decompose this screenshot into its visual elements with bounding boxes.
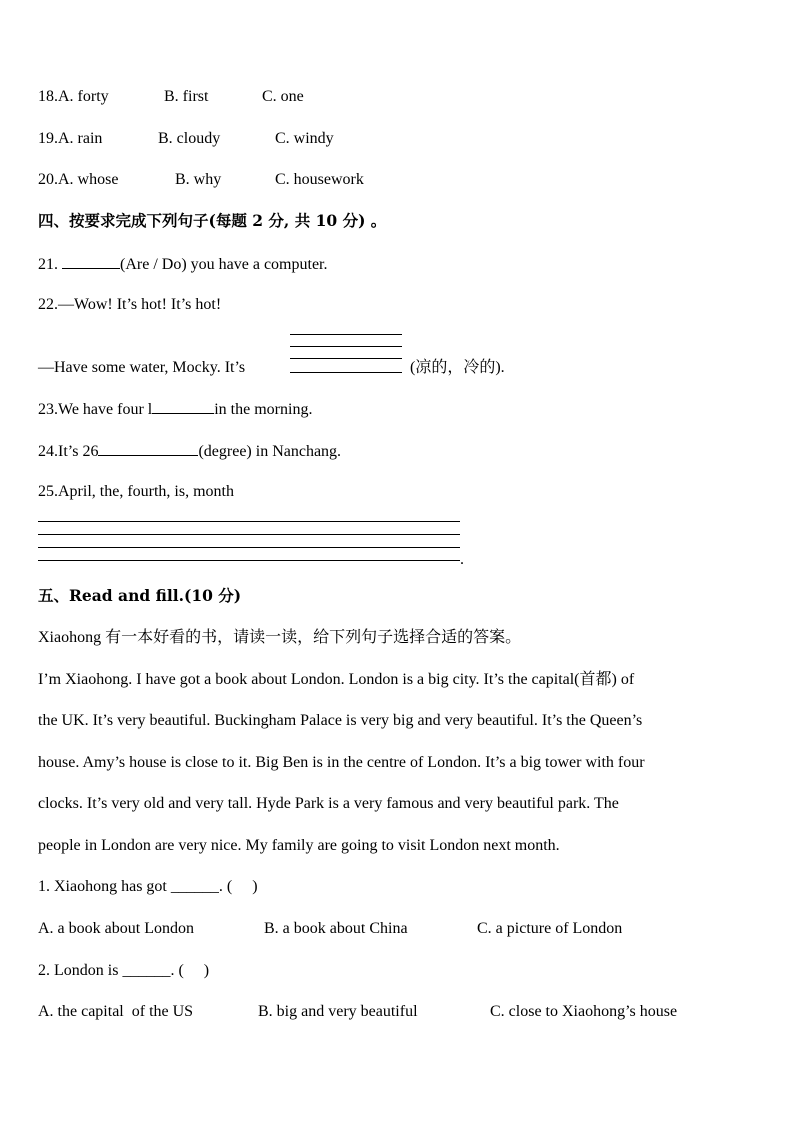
question-number: 20. — [38, 171, 58, 188]
question-text: It’s 26 — [58, 443, 99, 460]
question-21 — [38, 254, 327, 275]
option-a: A. a book about London — [38, 920, 194, 937]
answer-line — [290, 334, 402, 335]
option-c: C. a picture of London — [477, 920, 623, 937]
question-number: 21. — [38, 256, 58, 273]
answer-line — [290, 358, 402, 359]
question-number: 23. — [38, 401, 58, 418]
passage-line: people in London are very nice. My family are going to visit London next month. — [38, 837, 560, 854]
answer-blank[interactable] — [152, 399, 214, 414]
question-text: in the morning. — [214, 401, 313, 418]
passage-line: I’m Xiaohong. I have got a book about London. London is a big city. It’s the capital(首都) of — [38, 671, 635, 688]
question-number: 19. — [38, 130, 58, 147]
question-19 — [38, 129, 102, 149]
option-b: B. big and very beautiful — [258, 1003, 418, 1020]
option-c: C. one — [262, 88, 304, 105]
answer-blank[interactable] — [98, 441, 198, 456]
passage-line: house. Amy’s house is close to it. Big Ben is in the centre of London. It’s a big tower with four — [38, 754, 645, 771]
question-23 — [38, 399, 312, 420]
option-a: A. whose — [58, 171, 119, 188]
sentence-end-period: . — [460, 551, 464, 568]
question-text: (Are / Do) you have a computer. — [120, 256, 328, 273]
question-24 — [38, 441, 341, 462]
question-20 — [38, 170, 118, 190]
question-text: April, the, fourth, is, month — [58, 483, 234, 500]
option-c: C. housework — [275, 171, 364, 188]
question-number: 25. — [38, 483, 58, 500]
option-b: B. cloudy — [158, 130, 221, 147]
dialogue-line: —Have some water, Mocky. It’s — [38, 359, 246, 376]
option-c: C. close to Xiaohong’s house — [490, 1003, 678, 1020]
option-c: C. windy — [275, 130, 334, 147]
option-b: B. a book about China — [264, 920, 408, 937]
answer-blank[interactable] — [290, 372, 402, 373]
hint-text: (凉的，冷的). — [410, 359, 505, 376]
reading-question-2: 2. London is ______. ( ) — [38, 962, 210, 979]
question-25 — [38, 482, 234, 502]
question-18 — [38, 87, 109, 107]
answer-line — [38, 521, 460, 522]
answer-blank[interactable] — [38, 560, 460, 561]
passage-line: clocks. It’s very old and very tall. Hyde Park is a very famous and very beautiful park. The — [38, 795, 619, 812]
section-5-instruction: Xiaohong 有一本好看的书，请读一读，给下列句子选择合适的答案。 — [38, 629, 522, 646]
option-a: A. forty — [58, 88, 109, 105]
answer-line — [290, 346, 402, 347]
question-text: (degree) in Nanchang. — [198, 443, 342, 460]
question-number: 24. — [38, 443, 58, 460]
answer-line — [38, 534, 460, 535]
question-22 — [38, 295, 221, 315]
question-number: 22. — [38, 296, 58, 313]
answer-line — [38, 547, 460, 548]
option-b: B. first — [164, 88, 209, 105]
reading-question-1: 1. Xiaohong has got ______. ( ) — [38, 878, 258, 895]
answer-blank[interactable] — [62, 254, 120, 269]
section-5-heading: 五、Read and fill.(10 分) — [38, 586, 242, 605]
option-a: A. the capital of the US — [38, 1003, 194, 1020]
dialogue-line: —Wow! It’s hot! It’s hot! — [58, 296, 222, 313]
passage-line: the UK. It’s very beautiful. Buckingham Palace is very big and very beautiful. It’s the Queen’s — [38, 712, 643, 729]
question-number: 18. — [38, 88, 58, 105]
option-a: A. rain — [58, 130, 103, 147]
option-b: B. why — [175, 171, 222, 188]
section-4-heading: 四、按要求完成下列句子(每题 2 分, 共 10 分) 。 — [38, 211, 387, 230]
question-text: We have four l — [58, 401, 153, 418]
